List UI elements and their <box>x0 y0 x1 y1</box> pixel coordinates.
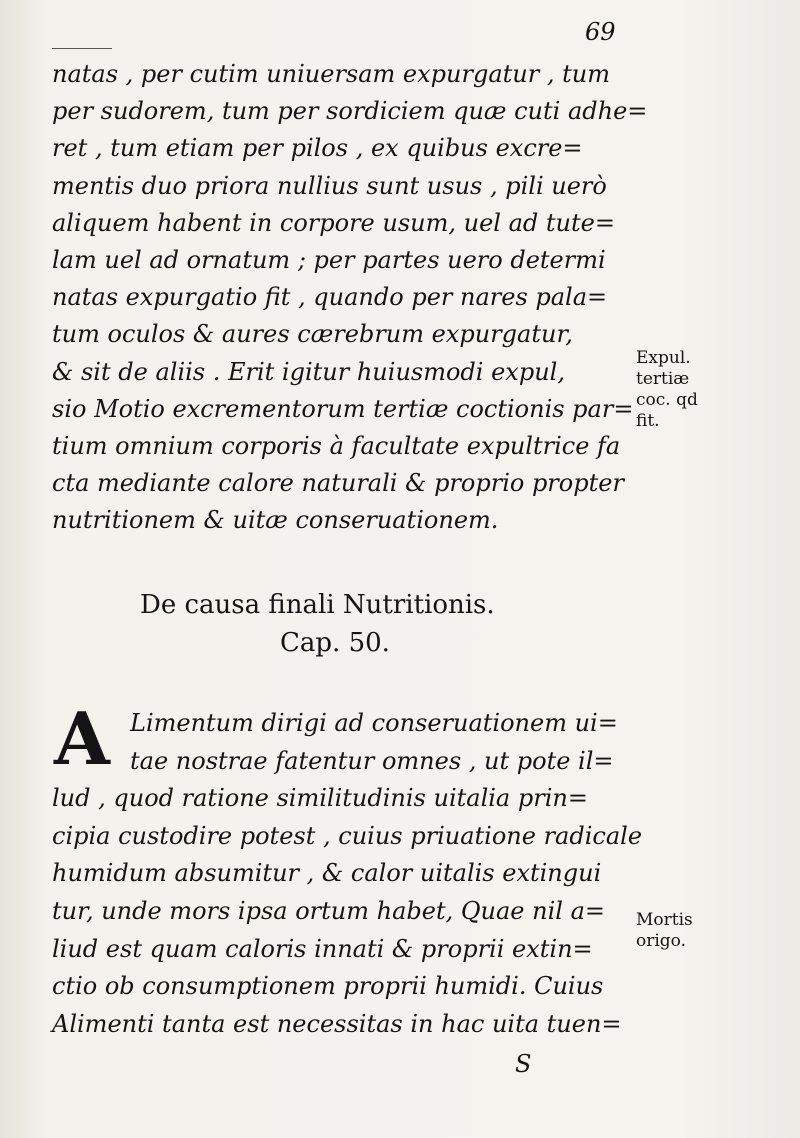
margin-note-line: origo. <box>636 931 687 951</box>
text-line: tur, unde mors ipsa ortum habet, Quae nil a= <box>52 896 605 925</box>
text-line: natas , per cutim uniuersam expurgatur , tum <box>52 60 610 88</box>
text-line: ret , tum etiam per pilos , ex quibus excre= <box>52 134 583 163</box>
text-line: per sudorem, tum per sordiciem quæ cuti adhe= <box>52 97 648 126</box>
chapter-title: De causa finali Nutritionis. <box>140 590 495 620</box>
margin-note-expulsion <box>636 348 698 432</box>
text-line: Limentum dirigi ad conseruationem ui= <box>130 709 618 737</box>
drop-cap: A <box>54 696 110 781</box>
text-line: tum oculos & aures cærebrum expurgatur, <box>52 320 573 349</box>
text-line: aliquem habent in corpore usum, uel ad tute= <box>52 208 615 237</box>
text-line: sio Motio excrementorum tertiæ coctionis par= <box>52 394 634 423</box>
margin-note-line: Mortis <box>636 910 693 930</box>
text-line: tium omnium corporis à facultate expultrice fa <box>52 431 621 460</box>
text-line: nutritionem & uitæ conseruationem. <box>52 506 499 535</box>
margin-note-line: fit. <box>636 411 660 431</box>
text-line: ctio ob consumptionem proprii humidi. Cuius <box>52 972 604 1001</box>
text-line: humidum absumitur , & calor uitalis extingui <box>52 859 602 888</box>
margin-note-line: tertiæ <box>636 369 690 389</box>
text-line: lud , quod ratione similitudinis uitalia prin= <box>52 784 588 813</box>
text-line: cta mediante calore naturali & proprio propter <box>52 469 624 498</box>
page-number: 69 <box>585 18 616 46</box>
catchword: S <box>515 1050 532 1078</box>
text-line: mentis duo priora nullius sunt usus , pili uerò <box>52 171 607 200</box>
text-line: cipia custodire potest , cuius priuatione radicale <box>52 821 643 850</box>
text-line: & sit de aliis . Erit igitur huiusmodi expul, <box>52 357 565 386</box>
margin-note-mortis <box>636 910 693 952</box>
chapter-body-text <box>52 696 643 1043</box>
text-line: tae nostrae fatentur omnes , ut pote il= <box>130 746 614 775</box>
text-line: liud est quam caloris innati & proprii extin= <box>52 934 593 963</box>
body-text <box>52 56 648 539</box>
text-line: lam uel ad ornatum ; per partes uero determi <box>52 245 606 274</box>
margin-note-line: Expul. <box>636 348 691 368</box>
chapter-number: Cap. 50. <box>280 628 390 658</box>
text-line: Alimenti tanta est necessitas in hac uita tuen= <box>52 1009 622 1038</box>
header-rule <box>52 48 112 49</box>
text-line: natas expurgatio fit , quando per nares pala= <box>52 283 608 312</box>
margin-note-line: coc. qd <box>636 390 698 410</box>
